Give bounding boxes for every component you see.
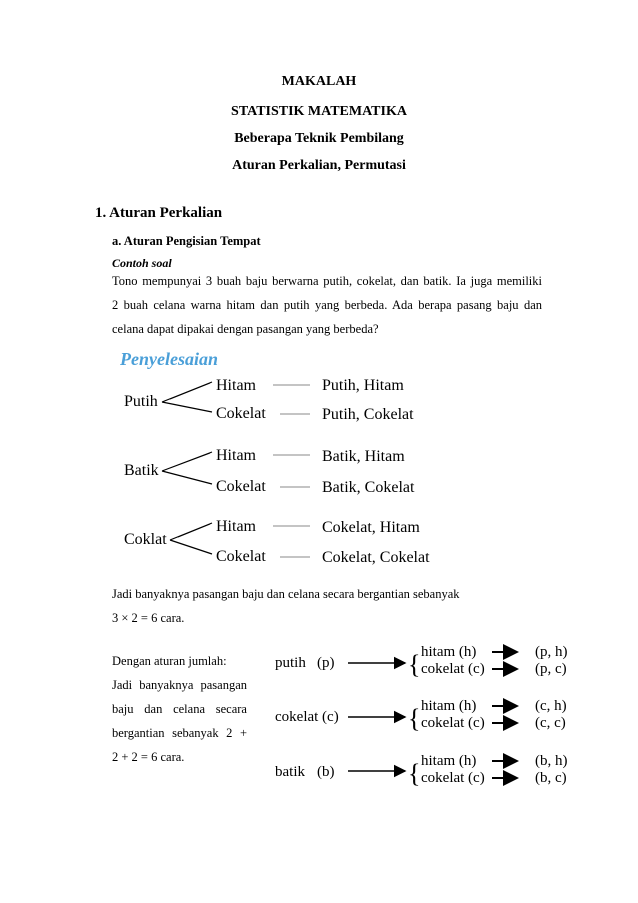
tree-diagram-2 <box>270 640 570 795</box>
pair-label: (p, h) <box>535 644 568 660</box>
result-label: Batik, Cokelat <box>322 479 415 496</box>
shirt-label: Batik <box>124 462 159 479</box>
sum-rule-line: Jadi banyaknya pasangan <box>112 678 247 692</box>
branch-label: Hitam <box>216 447 256 464</box>
result-label: Cokelat, Cokelat <box>322 549 430 566</box>
option-label: cokelat (c) <box>421 661 485 677</box>
option-label: cokelat (c) <box>421 770 485 786</box>
shirt-label: batik <box>275 764 305 780</box>
solution-title: Penyelesaian <box>120 349 218 369</box>
shirt-label: Coklat <box>124 531 167 548</box>
subsection-heading: a. Aturan Pengisian Tempat <box>112 234 261 248</box>
result-label: Batik, Hitam <box>322 448 405 465</box>
brace: { <box>408 650 421 679</box>
pair-label: (c, c) <box>535 715 566 731</box>
brace: { <box>408 759 421 788</box>
conclusion-line-1: Jadi banyaknya pasangan baju dan celana secara bergantian sebanyak <box>112 587 460 601</box>
pair-label: (b, c) <box>535 770 567 786</box>
result-label: Putih, Hitam <box>322 377 404 394</box>
result-label: Putih, Cokelat <box>322 406 414 423</box>
section-heading: 1. Aturan Perkalian <box>95 205 223 221</box>
shirt-label: putih <box>275 655 306 671</box>
problem-line-1: Tono mempunyai 3 buah baju berwarna putih, cokelat, dan batik. Ia juga memiliki <box>112 274 542 288</box>
pair-label: (p, c) <box>535 661 567 677</box>
pair-label: (c, h) <box>535 698 567 714</box>
brace: { <box>408 704 421 733</box>
result-label: Cokelat, Hitam <box>322 519 420 536</box>
branch-label: Cokelat <box>216 478 266 495</box>
branch-lines <box>162 382 212 412</box>
option-label: hitam (h) <box>421 698 477 714</box>
sum-rule-line: Dengan aturan jumlah: <box>112 654 227 668</box>
shirt-code: (b) <box>317 764 335 780</box>
sum-rule-line: 2 + 2 = 6 cara. <box>112 750 185 764</box>
problem-line-3: celana dapat dipakai dengan pasangan yang berbeda? <box>112 322 379 336</box>
option-label: hitam (h) <box>421 753 477 769</box>
shirt-label: Putih <box>124 393 158 410</box>
shirt-code: (p) <box>317 655 335 671</box>
doc-subject: STATISTIK MATEMATIKA <box>231 104 407 119</box>
conclusion-line-2: 3 × 2 = 6 cara. <box>112 611 185 625</box>
doc-subtopic: Aturan Perkalian, Permutasi <box>232 158 406 173</box>
tree-diagram-1 <box>110 342 450 577</box>
sum-rule-line: bergantian sebanyak 2 + <box>112 726 247 740</box>
pair-label: (b, h) <box>535 753 568 769</box>
option-label: cokelat (c) <box>421 715 485 731</box>
doc-title: MAKALAH <box>281 74 357 89</box>
branch-label: Cokelat <box>216 405 266 422</box>
option-label: hitam (h) <box>421 644 477 660</box>
sum-rule-line: baju dan celana secara <box>112 702 247 716</box>
branch-label: Hitam <box>216 377 256 394</box>
branch-lines <box>162 452 212 484</box>
shirt-label: cokelat (c) <box>275 709 339 725</box>
problem-line-2: 2 buah celana warna hitam dan putih yang berbeda. Ada berapa pasang baju dan <box>112 298 542 312</box>
branch-label: Hitam <box>216 518 256 535</box>
branch-lines <box>170 523 212 554</box>
doc-topic: Beberapa Teknik Pembilang <box>234 131 404 146</box>
example-label: Contoh soal <box>112 256 172 270</box>
branch-label: Cokelat <box>216 548 266 565</box>
